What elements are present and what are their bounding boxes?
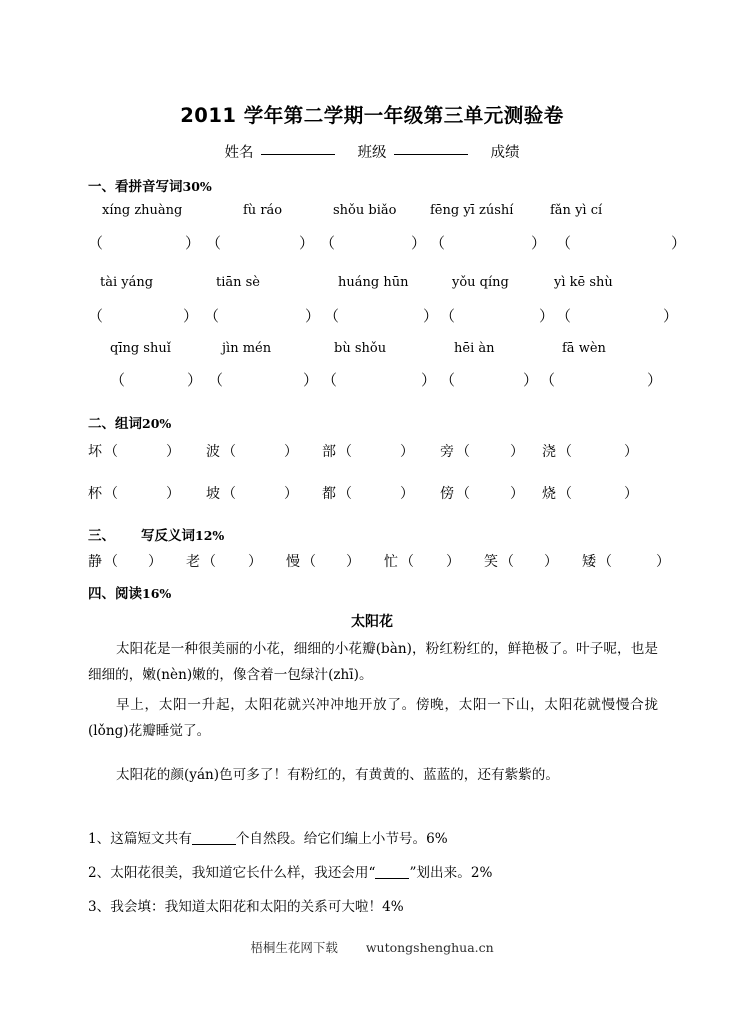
pinyin-item: huáng hūn (338, 275, 409, 290)
passage-paragraph-1: 太阳花是一种很美丽的小花，细细的小花瓣(bàn)，粉红粉红的，鲜艳极了。叶子呢，也是细细的，嫩(nèn)嫩的，像含着一包绿汁(zhī)。 (88, 641, 658, 683)
question-2-text-before: 太阳花很美，我知道它长什么样，我还会用“ (110, 865, 376, 881)
section-one-title: 看拼音写词 (115, 179, 183, 195)
class-label: 班级 (357, 145, 387, 161)
name-label: 姓名 (224, 145, 254, 161)
pinyin-item: hēi àn (454, 341, 495, 356)
section-two-heading (88, 412, 171, 432)
answer-bracket[interactable]: （ ） (110, 371, 203, 389)
pinyin-item: qīng shuǐ (110, 341, 171, 356)
section-three-title: 写反义词 (141, 528, 195, 544)
antonym-cell[interactable]: 静 （ ） (88, 554, 162, 570)
passage-paragraph-2: 早上，太阳一升起，太阳花就兴冲冲地开放了。傍晚，太阳一下山，太阳花就慢慢合拢(lǒng)花瓣睡觉了。 (88, 697, 658, 739)
section-two-points: 20% (142, 416, 172, 431)
pinyin-item: yǒu qíng (452, 275, 509, 290)
antonym-cell[interactable]: 老 （ ） (186, 554, 262, 570)
question-3-number: 3、 (88, 899, 111, 915)
class-input-blank[interactable] (394, 141, 468, 155)
word-build-cell[interactable]: 傍 （ ） (440, 486, 524, 502)
section-one-number: 一、 (88, 179, 115, 195)
section-three-heading (88, 524, 224, 544)
antonym-row (88, 551, 688, 573)
question-1-blank[interactable] (192, 830, 236, 845)
section-four-number: 四、 (88, 586, 115, 602)
passage-paragraph-3: 太阳花的颜(yán)色可多了！有粉红的，有黄黄的、蓝蓝的，还有紫紫的。 (116, 767, 559, 783)
section-four-points: 16% (142, 586, 172, 601)
section-two-title: 组词 (115, 416, 142, 432)
section-one-points: 30% (182, 179, 212, 194)
question-1-points: 6% (426, 831, 448, 847)
page-title: 2011 学年第二学期一年级第三单元测验卷 (180, 104, 564, 127)
answer-bracket[interactable]: （ ） (322, 371, 437, 389)
section-one-heading (88, 175, 212, 195)
question-3 (88, 895, 688, 915)
answer-bracket[interactable]: （ ） (206, 234, 315, 252)
answer-bracket[interactable]: （ ） (324, 307, 439, 325)
question-2-text-after: ”划出来。 (409, 865, 471, 881)
pinyin-row-1 (88, 203, 678, 223)
pinyin-item: xíng zhuàng (102, 203, 183, 218)
name-input-blank[interactable] (261, 141, 335, 155)
answer-bracket[interactable]: （ ） (430, 234, 547, 252)
answer-bracket[interactable]: （ ） (88, 307, 199, 325)
answer-bracket-row-1 (88, 232, 688, 254)
pinyin-item: bù shǒu (334, 341, 387, 356)
footer-site-name: 梧桐生花网下载 (250, 940, 338, 955)
question-3-points: 4% (382, 899, 404, 915)
word-build-cell[interactable]: 烧 （ ） (542, 486, 638, 502)
antonym-cell[interactable]: 笑 （ ） (484, 554, 558, 570)
question-1 (88, 827, 688, 847)
question-3-text-before: 我会填：我知道太阳花和太阳的关系可大啦！ (110, 899, 383, 915)
word-build-cell[interactable]: 杯 （ ） (88, 486, 180, 502)
section-two-number: 二、 (88, 416, 115, 432)
section-three-points: 12% (195, 528, 225, 543)
word-build-cell[interactable]: 坏 （ ） (88, 444, 180, 460)
section-four-heading (88, 582, 171, 602)
word-build-row-1 (88, 441, 688, 463)
footer-site-url[interactable]: wutongshenghua.cn (365, 940, 494, 955)
word-build-cell[interactable]: 坡 （ ） (206, 486, 298, 502)
pinyin-item: yì kē shù (554, 275, 613, 290)
pinyin-item: fēng yī zúshí (430, 203, 514, 218)
passage-title: 太阳花 (351, 614, 393, 630)
antonym-cell[interactable]: 慢 （ ） (286, 554, 360, 570)
question-2-points: 2% (470, 865, 493, 881)
word-build-cell[interactable]: 旁 （ ） (440, 444, 524, 460)
answer-bracket-row-3 (88, 369, 688, 391)
pinyin-item: jìn mén (222, 341, 272, 356)
pinyin-item: tiān sè (216, 275, 261, 290)
question-2-blank[interactable] (375, 864, 409, 879)
word-build-row-2 (88, 483, 688, 505)
answer-bracket[interactable]: （ ） (320, 234, 427, 252)
answer-bracket[interactable]: （ ） (88, 234, 201, 252)
question-1-number: 1、 (88, 831, 111, 847)
answer-bracket[interactable]: （ ） (556, 307, 679, 325)
answer-bracket[interactable]: （ ） (556, 234, 687, 252)
question-1-text-before: 这篇短文共有 (110, 831, 192, 847)
word-build-cell[interactable]: 浇 （ ） (542, 444, 638, 460)
pinyin-item: tài yáng (100, 275, 154, 290)
answer-bracket[interactable]: （ ） (440, 371, 539, 389)
question-2 (88, 861, 688, 881)
question-1-text-after: 个自然段。给它们编上小节号。 (235, 831, 427, 847)
answer-bracket[interactable]: （ ） (440, 307, 555, 325)
section-four-title: 阅读 (115, 586, 142, 602)
footer (0, 938, 744, 956)
pinyin-item: shǒu biǎo (333, 203, 397, 218)
pinyin-item: fù ráo (243, 203, 283, 218)
antonym-cell[interactable]: 忙 （ ） (384, 554, 460, 570)
word-build-cell[interactable]: 波 （ ） (206, 444, 298, 460)
answer-bracket[interactable]: （ ） (208, 371, 319, 389)
question-2-number: 2、 (88, 865, 111, 881)
pinyin-item: fǎn yì cí (550, 203, 603, 218)
pinyin-row-3 (88, 341, 678, 361)
word-build-cell[interactable]: 都 （ ） (322, 486, 414, 502)
answer-bracket[interactable]: （ ） (204, 307, 321, 325)
score-label: 成绩 (490, 145, 520, 161)
pinyin-item: fā wèn (562, 341, 606, 356)
student-info-line (0, 141, 744, 162)
antonym-cell[interactable]: 矮 （ ） (582, 554, 670, 570)
word-build-cell[interactable]: 部 （ ） (322, 444, 414, 460)
answer-bracket-row-2 (88, 305, 688, 327)
section-three-number: 三、 (88, 528, 115, 544)
pinyin-row-2 (88, 275, 678, 295)
answer-bracket[interactable]: （ ） (540, 371, 663, 389)
